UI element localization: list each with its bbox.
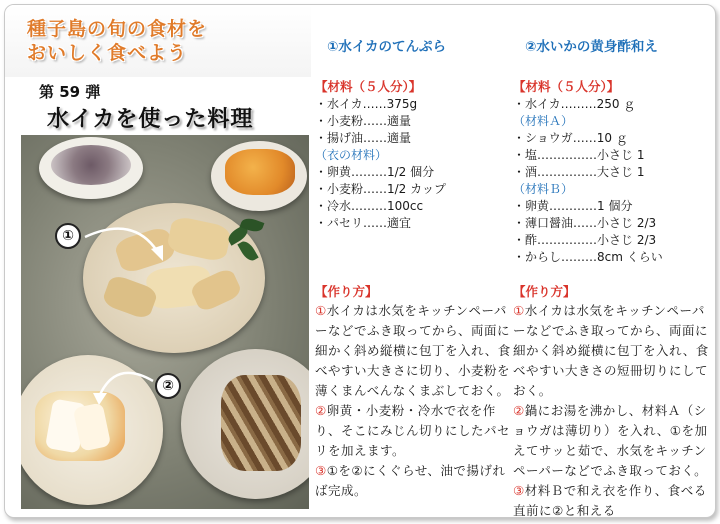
ingredients-a-heading: （材料Ａ） — [513, 114, 574, 128]
step-text: 材料Ｂで和え衣を作り、食べる直前に②と和える — [513, 483, 707, 518]
marker-dish-2: ② — [155, 373, 181, 399]
ingredient-item: ・揚げ油……適量 — [315, 131, 412, 145]
step-number: ③ — [513, 483, 525, 498]
ingredient-item: ・酒……………大さじ 1 — [513, 165, 645, 179]
step-text: 水イカは水気をキッチンペーパーなどでふき取ってから、両面に細かく斜め縦横に包丁を入れ、食べやすい大きさに切り、小麦粉を薄くまんべんなくまぶしておく。 — [315, 303, 511, 398]
step-text: 鍋にお湯を沸かし、材料Ａ（ショウガは薄切り）を入れ、①を加えてサッと茹で、水気をキッチンペーパーなどでふき取っておく。 — [513, 403, 708, 478]
ingredient-item: ・小麦粉……適量 — [315, 114, 412, 128]
recipe-card — [4, 4, 716, 518]
ingredient-item: ・卵黄…………1 個分 — [513, 199, 633, 213]
ingredient-item: ・ショウガ……10 ｇ — [513, 131, 628, 145]
method-step — [513, 481, 711, 518]
ingredient-item: ・酢……………小さじ 2/3 — [513, 233, 657, 247]
step-number: ② — [513, 403, 525, 418]
step-number: ③ — [315, 463, 327, 478]
dishes-photo — [21, 135, 309, 509]
ingredient-item: ・小麦粉……1/2 カップ — [315, 182, 447, 196]
recipe-tempura — [315, 39, 511, 498]
method-step — [513, 301, 711, 401]
arrow-2-icon — [85, 367, 157, 407]
ingredient-item: ・水イカ……375g — [315, 97, 418, 111]
marker-dish-1: ① — [55, 223, 81, 249]
side-dish-plate — [181, 349, 309, 499]
recipe-kimizu-ae — [513, 39, 711, 518]
feature-title: 水イカを使った料理 — [47, 106, 254, 132]
issue-number: 第 59 弾 — [39, 83, 101, 101]
series-title: 種子島の旬の食材を おいしく食べよう — [27, 18, 208, 64]
ingredient-item: ・冷水………100cc — [315, 199, 424, 213]
leaf-garnish — [227, 219, 267, 279]
method-heading: 【作り方】 — [513, 284, 576, 299]
fried-dish-plate — [211, 141, 307, 211]
step-text: ①を②にくぐらせ、油で揚げれば完成。 — [315, 463, 506, 498]
ingredient-item: ・水イカ………250 ｇ — [513, 97, 636, 111]
ingredient-item: ・からし………8cm くらい — [513, 250, 663, 264]
method-section — [315, 283, 511, 501]
method-step — [513, 401, 711, 481]
ingredient-item: ・薄口醤油……小さじ 2/3 — [513, 216, 657, 230]
arrow-1-icon — [83, 221, 169, 265]
ingredients-b-heading: （材料Ｂ） — [513, 182, 574, 196]
ingredients-heading: 【材料（５人分）】 — [315, 79, 422, 94]
method-heading: 【作り方】 — [315, 284, 378, 299]
dish-title: ②水いかの黄身酢和え — [525, 39, 658, 55]
step-number: ① — [513, 303, 525, 318]
ingredient-item: ・卵黄………1/2 個分 — [315, 165, 435, 179]
method-section — [513, 283, 711, 518]
step-number: ① — [315, 303, 327, 318]
dish-title: ①水イカのてんぷら — [327, 39, 447, 55]
method-step — [315, 461, 511, 501]
rice-bowl — [39, 137, 143, 199]
step-text: 水イカは水気をキッチンペーパーなどでふき取ってから、両面に細かく斜め縦横に包丁を入れ、食べやすい大きさの短冊切りにしておく。 — [513, 303, 709, 398]
step-number: ② — [315, 403, 327, 418]
batter-heading: （衣の材料） — [315, 148, 388, 162]
ingredients-heading: 【材料（５人分）】 — [513, 79, 620, 94]
step-text: 卵黄・小麦粉・冷水で衣を作り、そこにみじん切りにしたパセリを加えます。 — [315, 403, 511, 458]
method-step — [315, 401, 511, 461]
method-step — [315, 301, 511, 401]
ingredient-item: ・塩……………小さじ 1 — [513, 148, 645, 162]
ingredient-item: ・パセリ……適宜 — [315, 216, 412, 230]
